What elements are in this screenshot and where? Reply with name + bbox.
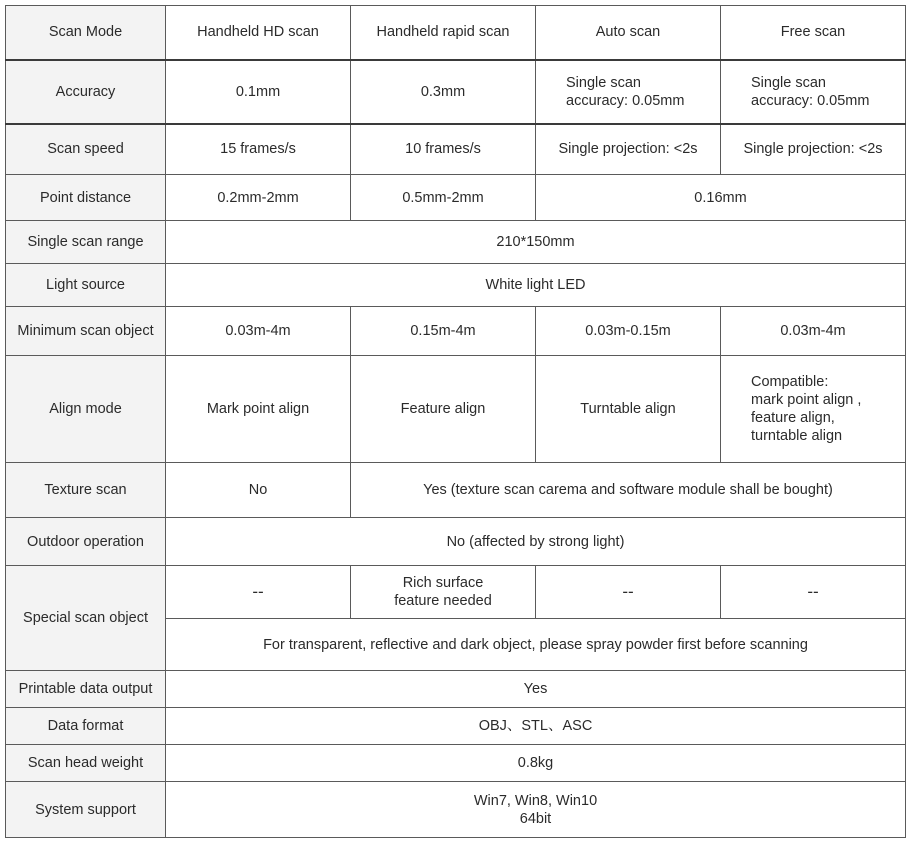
scan-mode-label: Scan Mode [6,6,166,60]
system-support-row [6,782,906,838]
system-support-value [166,782,906,838]
point-distance-hd: 0.2mm-2mm [166,175,351,221]
accuracy-auto [536,60,721,124]
system-support-line: Win7, Win8, Win10 [473,792,598,809]
scan-speed-free: Single projection: <2s [721,124,906,175]
light-source-value: White light LED [166,264,906,307]
align-mode-row [6,356,906,463]
scan-speed-hd: 15 frames/s [166,124,351,175]
point-distance-auto-free: 0.16mm [536,175,906,221]
special-scan-object-rapid [351,566,536,619]
align-mode-label: Align mode [6,356,166,463]
outdoor-operation-row [6,518,906,566]
accuracy-free-line: accuracy: 0.05mm [751,92,870,109]
special-scan-object-label: Special scan object [6,566,166,671]
align-mode-free-line: feature align, [751,410,835,426]
accuracy-free [721,60,906,124]
min-scan-object-rapid: 0.15m-4m [351,307,536,356]
special-scan-object-rapid-line: Rich surface [402,575,484,591]
head-weight-label: Scan head weight [6,745,166,782]
point-distance-row [6,175,906,221]
special-scan-object-hd: -- [166,566,351,619]
single-scan-range-value: 210*150mm [166,221,906,264]
special-scan-object-rapid-line: feature needed [394,593,492,609]
printable-output-value: Yes [166,671,906,708]
head-weight-value: 0.8kg [166,745,906,782]
single-scan-range-row [6,221,906,264]
printable-output-label: Printable data output [6,671,166,708]
scan-speed-rapid: 10 frames/s [351,124,536,175]
align-mode-free-line: turntable align [751,428,843,444]
accuracy-row [6,60,906,124]
data-format-value: OBJ、STL、ASC [166,708,906,745]
accuracy-auto-line: accuracy: 0.05mm [566,92,685,109]
accuracy-free-line: Single scan [751,74,826,91]
texture-scan-others: Yes (texture scan carema and software module shall be bought) [351,463,906,518]
head-weight-row [6,745,906,782]
mode-handheld-rapid: Handheld rapid scan [351,6,536,60]
scan-speed-row [6,124,906,175]
accuracy-label: Accuracy [6,60,166,124]
texture-scan-hd: No [166,463,351,518]
single-scan-range-label: Single scan range [6,221,166,264]
data-format-row [6,708,906,745]
align-mode-free-line: mark point align , [751,392,862,408]
scan-speed-label: Scan speed [6,124,166,175]
system-support-line: 64bit [519,810,552,827]
min-scan-object-hd: 0.03m-4m [166,307,351,356]
header-row [6,6,906,60]
min-scan-object-label: Minimum scan object [6,307,166,356]
min-scan-object-row [6,307,906,356]
light-source-row [6,264,906,307]
point-distance-rapid: 0.5mm-2mm [351,175,536,221]
special-scan-object-row [6,566,906,619]
data-format-label: Data format [6,708,166,745]
align-mode-auto: Turntable align [536,356,721,463]
outdoor-operation-label: Outdoor operation [6,518,166,566]
texture-scan-row [6,463,906,518]
system-support-label: System support [6,782,166,838]
scanner-spec-table [5,5,906,838]
mode-auto: Auto scan [536,6,721,60]
min-scan-object-auto: 0.03m-0.15m [536,307,721,356]
mode-handheld-hd: Handheld HD scan [166,6,351,60]
scan-speed-auto: Single projection: <2s [536,124,721,175]
align-mode-hd: Mark point align [166,356,351,463]
special-scan-object-free: -- [721,566,906,619]
min-scan-object-free: 0.03m-4m [721,307,906,356]
accuracy-hd: 0.1mm [166,60,351,124]
special-scan-object-note: For transparent, reflective and dark object, please spray powder first before scanning [166,619,906,671]
texture-scan-label: Texture scan [6,463,166,518]
align-mode-free [721,356,906,463]
align-mode-free-line: Compatible: [751,374,829,390]
outdoor-operation-value: No (affected by strong light) [166,518,906,566]
accuracy-auto-line: Single scan [566,74,641,91]
accuracy-rapid: 0.3mm [351,60,536,124]
special-scan-object-auto: -- [536,566,721,619]
point-distance-label: Point distance [6,175,166,221]
printable-output-row [6,671,906,708]
align-mode-rapid: Feature align [351,356,536,463]
mode-free: Free scan [721,6,906,60]
light-source-label: Light source [6,264,166,307]
